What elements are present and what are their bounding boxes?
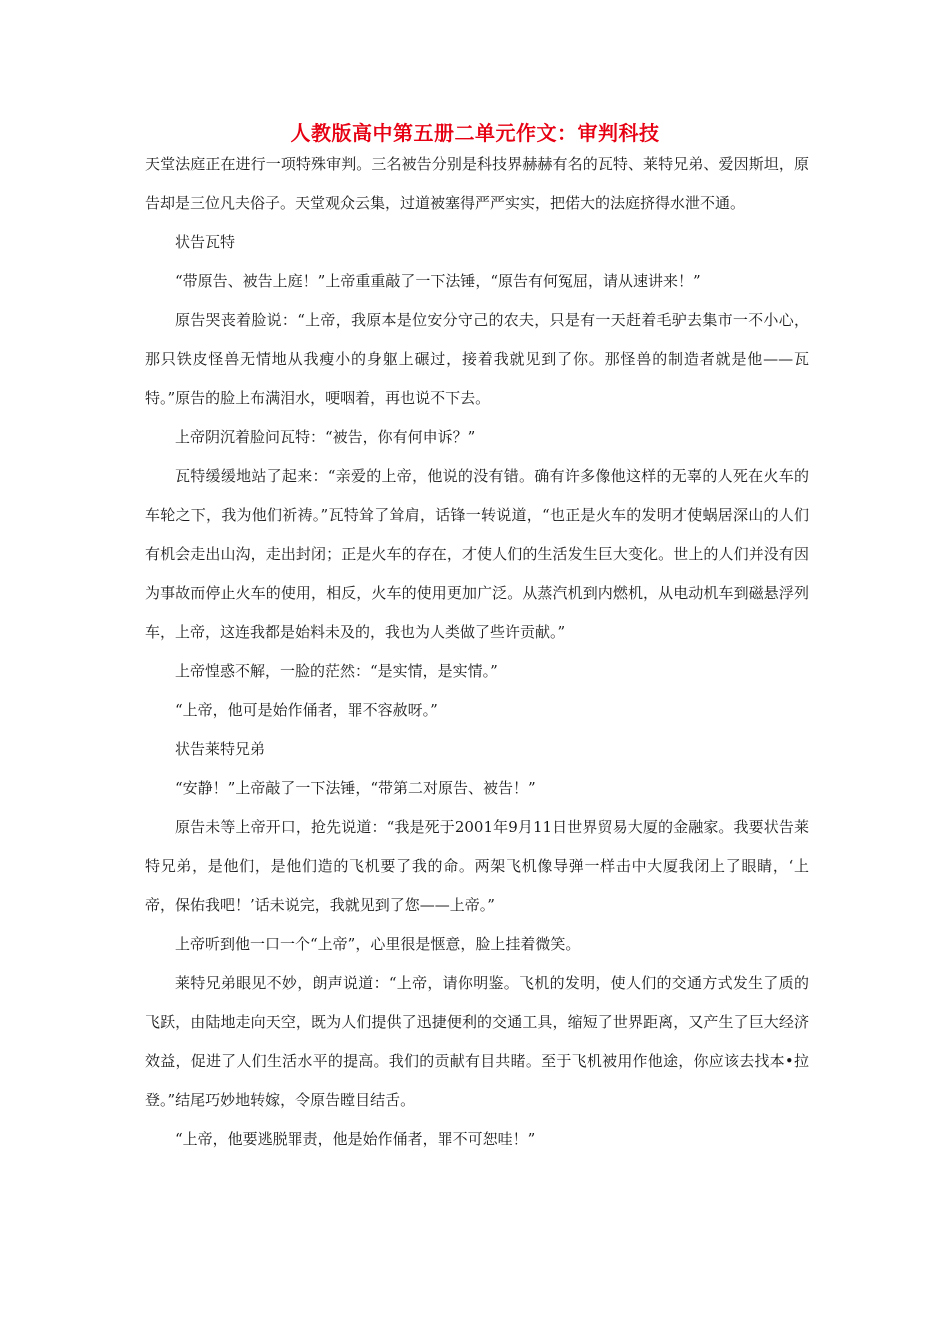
section-heading-wright: 状告莱特兄弟 [175,740,266,758]
paragraph: 上帝惶惑不解，一脸的茫然：“是实情，是实情。” [175,662,498,680]
paragraph: 上帝阴沉着脸问瓦特：“被告，你有何申诉？” [175,428,476,446]
paragraph-intro: 天堂法庭正在进行一项特殊审判。三名被告分别是科技界赫赫有名的瓦特、莱特兄弟、爱因斯坦，原告却是三位凡夫俗子。天堂观众云集，过道被塞得严严实实，把偌大的法庭挤得水泄不通。 [145,155,809,212]
paragraph: 瓦特缓缓地站了起来：“亲爱的上帝，他说的没有错。确有许多像他这样的无辜的人死在火车的车轮之下，我为他们祈祷。”瓦特耸了耸肩，话锋一转说道，“也正是火车的发明才使蜗居深山的人们有机会走出山沟，走出封闭；正是火车的存在，才使人们的生活发生巨大变化。世上的人们并没有因为事故而停止火车的使用，相反，火车的使用更加广泛。从蒸汽机到内燃机，从电动机车到磁悬浮列车，上帝，这连我都是始料未及的，我也为人类做了些许贡献。” [145,467,809,641]
document-title: 人教版高中第五册二单元作文：审判科技 [290,121,660,145]
paragraph: “上帝，他可是始作俑者，罪不容赦呀。” [175,701,438,719]
section-heading-watt: 状告瓦特 [175,233,236,251]
paragraph: 莱特兄弟眼见不妙，朗声说道：“上帝，请你明鉴。飞机的发明，使人们的交通方式发生了质的飞跃，由陆地走向天空，既为人们提供了迅捷便利的交通工具，缩短了世界距离，又产生了巨大经济效益，促进了人们生活水平的提高。我们的贡献有目共睹。至于飞机被用作他途，你应该去找本•拉登。”结尾巧妙地转嫁，令原告瞠目结舌。 [145,974,809,1109]
paragraph: “带原告、被告上庭！”上帝重重敲了一下法锤，“原告有何冤屈，请从速讲来！” [175,272,701,290]
paragraph: 原告未等上帝开口，抢先说道：“我是死于2001年9月11日世界贸易大厦的金融家。我要状告莱特兄弟，是他们，是他们造的飞机要了我的命。两架飞机像导弹一样击中大厦我闭上了眼睛，‘上帝，保佑我吧！’话未说完，我就见到了您——上帝。” [145,818,809,914]
document-body [145,145,809,1159]
paragraph: “上帝，他要逃脱罪责，他是始作俑者，罪不可恕哇！” [175,1130,536,1148]
paragraph: 原告哭丧着脸说：“上帝，我原本是位安分守己的农夫，只是有一天赶着毛驴去集市一不小心，那只铁皮怪兽无情地从我瘦小的身躯上碾过，接着我就见到了你。那怪兽的制造者就是他——瓦特。”原告的脸上布满泪水，哽咽着，再也说不下去。 [145,311,809,407]
paragraph: “安静！”上帝敲了一下法锤，“带第二对原告、被告！” [175,779,536,797]
paragraph: 上帝听到他一口一个“上帝”，心里很是惬意，脸上挂着微笑。 [175,935,581,953]
